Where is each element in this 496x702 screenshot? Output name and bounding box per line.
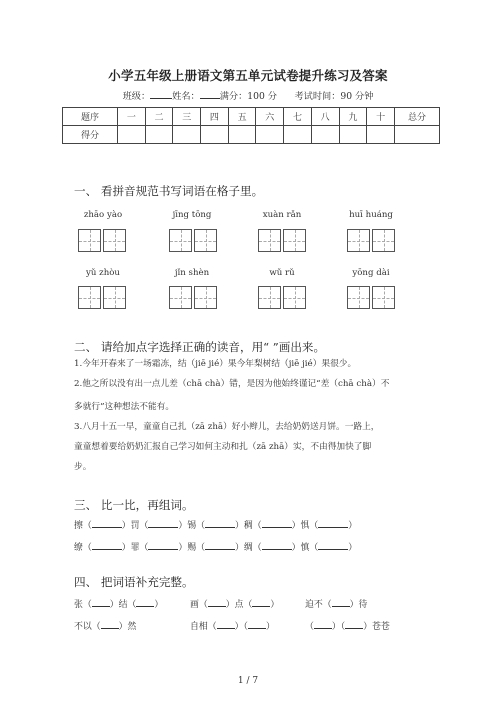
full-score: 满分：100 分 <box>219 91 277 102</box>
idiom-part: 自相（ <box>190 622 217 632</box>
idiom-part: ）苍苍 <box>363 622 390 632</box>
score-cell[interactable] <box>311 126 339 144</box>
writing-box[interactable] <box>169 286 192 309</box>
class-label: 班级： <box>122 91 151 102</box>
char: 罪 <box>130 543 140 553</box>
idiom-item <box>74 619 136 632</box>
writing-box[interactable] <box>103 286 126 309</box>
pinyin-label: zhāo yào <box>83 210 123 220</box>
idiom-part: ） <box>270 600 280 610</box>
writing-box[interactable] <box>283 229 306 252</box>
idiom-part: ）（ <box>234 622 248 632</box>
header-cell: 六 <box>256 108 284 126</box>
pinyin-label: yǔ zhòu <box>86 268 120 278</box>
answer-blank[interactable] <box>332 598 350 607</box>
score-cell[interactable] <box>201 126 229 144</box>
writing-box[interactable] <box>103 229 126 252</box>
answer-blank[interactable] <box>314 620 332 629</box>
answer-blank[interactable] <box>205 519 235 528</box>
idiom-item <box>305 619 390 632</box>
score-table <box>62 107 440 144</box>
page-number: 1 / 7 <box>237 676 259 686</box>
name-label: 姓名： <box>172 91 200 102</box>
writing-box[interactable] <box>78 286 101 309</box>
answer-blank[interactable] <box>345 620 363 629</box>
writing-box[interactable] <box>347 286 370 309</box>
char: 绸 <box>243 543 253 553</box>
pinyin-label: jǐn shèn <box>174 268 210 278</box>
idiom-part: ）结（ <box>109 600 137 610</box>
idiom-item <box>74 597 163 610</box>
header-cell: 十 <box>367 108 395 126</box>
answer-blank[interactable] <box>92 598 110 607</box>
pinyin-label: huī huáng <box>349 210 393 220</box>
idiom-part: 不以（ <box>74 622 101 632</box>
char: 擦 <box>74 521 83 531</box>
score-cell[interactable] <box>367 126 395 144</box>
section-2-title: 二、 请给加点字选择正确的读音，用“ ”画出来。 <box>74 340 326 354</box>
header-cell: 二 <box>145 108 173 126</box>
score-cell[interactable] <box>118 126 146 144</box>
answer-blank[interactable] <box>205 541 235 550</box>
score-cell[interactable] <box>339 126 367 144</box>
answer-blank[interactable] <box>148 519 178 528</box>
header-cell: 一 <box>118 108 146 126</box>
class-blank <box>150 89 172 99</box>
question-line: 3.八月十五一早，童童自己扎（zā zhā）好小辫儿，去给奶奶送月饼。一路上， <box>74 422 380 432</box>
char: 锡 <box>187 521 197 531</box>
idiom-part: ）待 <box>349 600 368 610</box>
word-row: 擦（ ）罚（ ）锡（ ）稠（ ）惧（ ） <box>74 521 358 531</box>
pinyin-label: wǔ rǔ <box>269 268 295 278</box>
score-cell[interactable] <box>173 126 201 144</box>
writing-box[interactable] <box>194 229 217 252</box>
name-blank <box>200 89 220 99</box>
char: 惧 <box>300 521 310 531</box>
char: 赐 <box>187 543 197 553</box>
writing-box[interactable] <box>258 229 281 252</box>
answer-blank[interactable] <box>136 598 154 607</box>
score-cell[interactable] <box>145 126 173 144</box>
answer-blank[interactable] <box>101 620 119 629</box>
score-cell[interactable] <box>256 126 284 144</box>
idiom-part: 画（ <box>190 600 208 610</box>
writing-box[interactable] <box>372 286 395 309</box>
header-cell: 四 <box>201 108 229 126</box>
writing-box[interactable] <box>258 286 281 309</box>
writing-box[interactable] <box>78 229 101 252</box>
header-cell: 题序 <box>63 108 118 126</box>
answer-blank[interactable] <box>318 541 348 550</box>
writing-box[interactable] <box>372 229 395 252</box>
question-line: 多就行”这种想法不能有。 <box>74 402 175 412</box>
answer-blank[interactable] <box>318 519 348 528</box>
section-4-title: 四、 把词语补充完整。 <box>74 575 194 589</box>
question-line: 步。 <box>74 462 92 472</box>
header-cell: 八 <box>311 108 339 126</box>
answer-blank[interactable] <box>217 620 235 629</box>
header-cell: 七 <box>284 108 312 126</box>
answer-blank[interactable] <box>92 519 122 528</box>
idiom-part: ）点（ <box>225 600 253 610</box>
score-cell[interactable] <box>284 126 312 144</box>
score-table-score-row <box>63 126 440 144</box>
answer-blank[interactable] <box>92 541 122 550</box>
pinyin-label: jīng tōng <box>172 210 212 220</box>
char: 缭 <box>74 543 83 553</box>
idiom-part: ） <box>265 622 275 632</box>
header-cell: 总分 <box>395 108 440 126</box>
writing-box[interactable] <box>194 286 217 309</box>
idiom-item <box>190 619 275 632</box>
section-1-title: 一、 看拼音规范书写词语在格子里。 <box>74 184 264 198</box>
writing-box[interactable] <box>169 229 192 252</box>
idiom-part: （ <box>305 622 314 632</box>
pinyin-label: yōng dài <box>352 268 390 278</box>
score-table-header-row <box>63 108 440 126</box>
idiom-part: 张（ <box>74 600 92 610</box>
question-line: 童童想着要给奶奶汇报自己学习如何主动和扎（zā zhā）实，不由得加快了脚 <box>74 442 372 452</box>
document-title: 小学五年级上册语文第五单元试卷提升练习及答案 <box>108 68 388 83</box>
answer-blank[interactable] <box>248 620 266 629</box>
idiom-part: ）（ <box>331 622 346 632</box>
char: 慎 <box>300 543 310 553</box>
char: 稠 <box>243 521 253 531</box>
answer-blank[interactable] <box>208 598 226 607</box>
score-cell[interactable] <box>228 126 256 144</box>
exam-info <box>0 88 496 102</box>
header-cell: 五 <box>228 108 256 126</box>
exam-time: 考试时间：90 分钟 <box>294 91 374 102</box>
answer-blank[interactable] <box>148 541 178 550</box>
idiom-item <box>190 597 279 610</box>
answer-blank[interactable] <box>252 598 270 607</box>
pinyin-label: xuàn rǎn <box>262 210 302 220</box>
idiom-part: ） <box>154 600 164 610</box>
header-cell: 三 <box>173 108 201 126</box>
header-cell: 九 <box>339 108 367 126</box>
char: 罚 <box>130 521 140 531</box>
section-3-title: 三、 比一比，再组词。 <box>74 498 194 512</box>
idiom-part: 迫不（ <box>305 600 332 610</box>
score-row-label: 得分 <box>63 126 118 144</box>
word-row: 缭（ ）罪（ ）赐（ ）绸（ ）慎（ ） <box>74 543 358 553</box>
answer-blank[interactable] <box>262 541 292 550</box>
writing-box[interactable] <box>283 286 306 309</box>
question-line: 2.他之所以没有出一点儿差（chā chà）错，是因为他始终谨记“差（chā chà）不 <box>74 379 390 389</box>
question-line: 1.今年开春来了一场霜冻，结（jiē jié）果今年梨树结（jiē jié）果很少。 <box>74 359 357 369</box>
idiom-item <box>305 597 367 610</box>
idiom-part: ）然 <box>118 622 137 632</box>
answer-blank[interactable] <box>262 519 292 528</box>
score-cell[interactable] <box>395 126 440 144</box>
writing-box[interactable] <box>347 229 370 252</box>
